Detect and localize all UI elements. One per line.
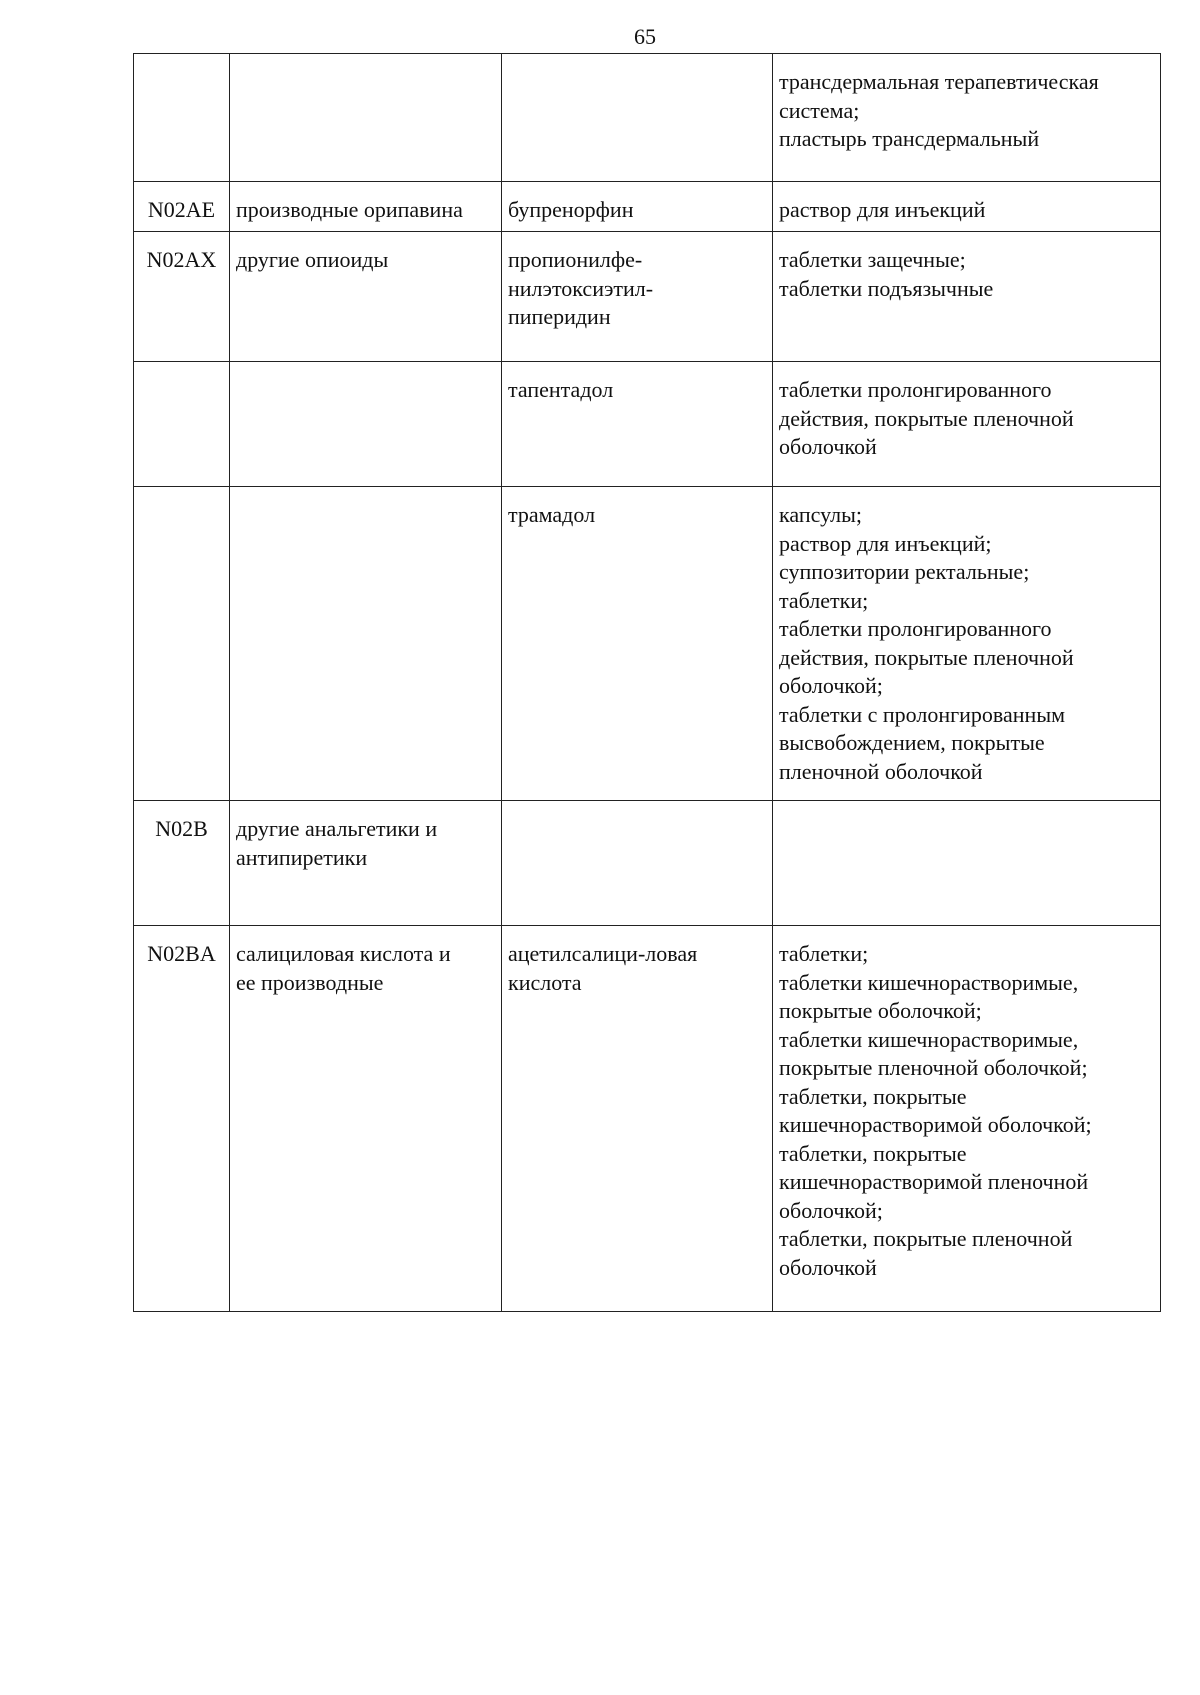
table-row <box>134 487 1161 801</box>
cell-text-line: таблетки пролонгированного <box>779 377 1052 402</box>
cell-text-line: пластырь трансдермальный <box>779 126 1040 151</box>
table-row <box>134 362 1161 487</box>
cell-text-line: пиперидин <box>508 304 611 329</box>
pharmacological-group-cell <box>230 182 502 232</box>
dosage-forms-cell <box>773 487 1161 801</box>
cell-text-line: таблетки; <box>779 587 869 613</box>
cell-text-line: раствор для инъекций <box>779 197 986 222</box>
atc-code-cell <box>134 182 230 232</box>
dosage-forms-cell <box>773 362 1161 487</box>
table-row <box>134 801 1161 926</box>
drug-name-cell <box>502 362 773 487</box>
dosage-forms-cell <box>773 926 1161 1312</box>
cell-text-line: таблетки защечные; <box>779 247 966 272</box>
pharmacological-group-cell <box>230 232 502 362</box>
cell-text-line: N02B <box>155 816 208 841</box>
drug-name-cell <box>502 487 773 801</box>
cell-text-line: бупренорфин <box>508 197 634 222</box>
cell-text-line: салициловая кислота и <box>236 941 451 966</box>
table-row <box>134 232 1161 362</box>
cell-text-line: таблетки, покрытые пленочной <box>779 1226 1073 1251</box>
cell-text-line: N02AX <box>146 247 217 272</box>
cell-text-line: производные орипавина <box>236 197 463 222</box>
cell-text-line: капсулы; <box>779 502 862 527</box>
cell-text-line: другие опиоиды <box>236 247 389 272</box>
cell-text-line: пропионилфе- <box>508 247 643 272</box>
cell-text-line: действия, покрытые пленочной <box>779 405 1074 431</box>
drug-name-cell <box>502 926 773 1312</box>
cell-text-line: пленочной оболочкой <box>779 758 983 784</box>
cell-text-line: покрытые оболочкой; <box>779 998 982 1023</box>
cell-text-line: оболочкой; <box>779 1197 883 1223</box>
cell-text-line: кишечнорастворимой пленочной <box>779 1169 1089 1194</box>
cell-text-line: кишечнорастворимой оболочкой; <box>779 1112 1092 1137</box>
atc-code-cell <box>134 487 230 801</box>
page-number: 65 <box>634 24 656 49</box>
atc-code-cell <box>134 926 230 1312</box>
dosage-forms-cell <box>773 801 1161 926</box>
cell-text-line: оболочкой <box>779 434 877 459</box>
cell-text-line: оболочкой <box>779 1254 877 1280</box>
dosage-forms-cell <box>773 54 1161 182</box>
dosage-forms-cell <box>773 232 1161 362</box>
pharmacological-group-cell <box>230 54 502 182</box>
cell-text-line: кислота <box>508 969 582 995</box>
pharmacological-group-cell <box>230 362 502 487</box>
cell-text-line: раствор для инъекций; <box>779 530 992 556</box>
atc-code-cell <box>134 362 230 487</box>
atc-code-cell <box>134 801 230 926</box>
table-row <box>134 926 1161 1312</box>
pharmacological-group-cell <box>230 487 502 801</box>
cell-text-line: трамадол <box>508 502 596 527</box>
pharmacological-group-cell <box>230 926 502 1312</box>
table-row <box>134 54 1161 182</box>
cell-text-line: таблетки кишечнорастворимые, <box>779 969 1079 995</box>
cell-text-line: нилэтоксиэтил- <box>508 275 654 301</box>
table-row <box>134 182 1161 232</box>
cell-text-line: высвобождением, покрытые <box>779 730 1045 755</box>
cell-text-line: ее производные <box>236 969 384 995</box>
cell-text-line: N02AE <box>147 197 216 222</box>
drug-name-cell <box>502 801 773 926</box>
cell-text-line: ацетилсалици-ловая <box>508 941 698 966</box>
cell-text-line: таблетки подъязычные <box>779 275 994 301</box>
cell-text-line: суппозитории ректальные; <box>779 559 1030 584</box>
dosage-forms-cell <box>773 182 1161 232</box>
cell-text-line: оболочкой; <box>779 673 883 698</box>
drug-name-cell <box>502 54 773 182</box>
cell-text-line: трансдермальная терапевтическая <box>779 69 1099 94</box>
cell-text-line: действия, покрытые пленочной <box>779 644 1074 670</box>
atc-code-cell <box>134 54 230 182</box>
cell-text-line: N02BA <box>147 941 216 966</box>
cell-text-line: покрытые пленочной оболочкой; <box>779 1055 1088 1080</box>
medication-table <box>133 53 1161 1312</box>
cell-text-line: таблетки с пролонгированным <box>779 701 1066 727</box>
cell-text-line: таблетки; <box>779 941 869 966</box>
drug-name-cell <box>502 232 773 362</box>
cell-text-line: таблетки пролонгированного <box>779 616 1052 641</box>
cell-text-line: другие анальгетики и <box>236 816 438 841</box>
cell-text-line: таблетки, покрытые <box>779 1140 967 1166</box>
cell-text-line: антипиретики <box>236 844 368 870</box>
cell-text-line: таблетки, покрытые <box>779 1083 967 1109</box>
cell-text-line: система; <box>779 97 860 123</box>
cell-text-line: таблетки кишечнорастворимые, <box>779 1026 1079 1052</box>
pharmacological-group-cell <box>230 801 502 926</box>
drug-name-cell <box>502 182 773 232</box>
cell-text-line: тапентадол <box>508 377 614 402</box>
atc-code-cell <box>134 232 230 362</box>
